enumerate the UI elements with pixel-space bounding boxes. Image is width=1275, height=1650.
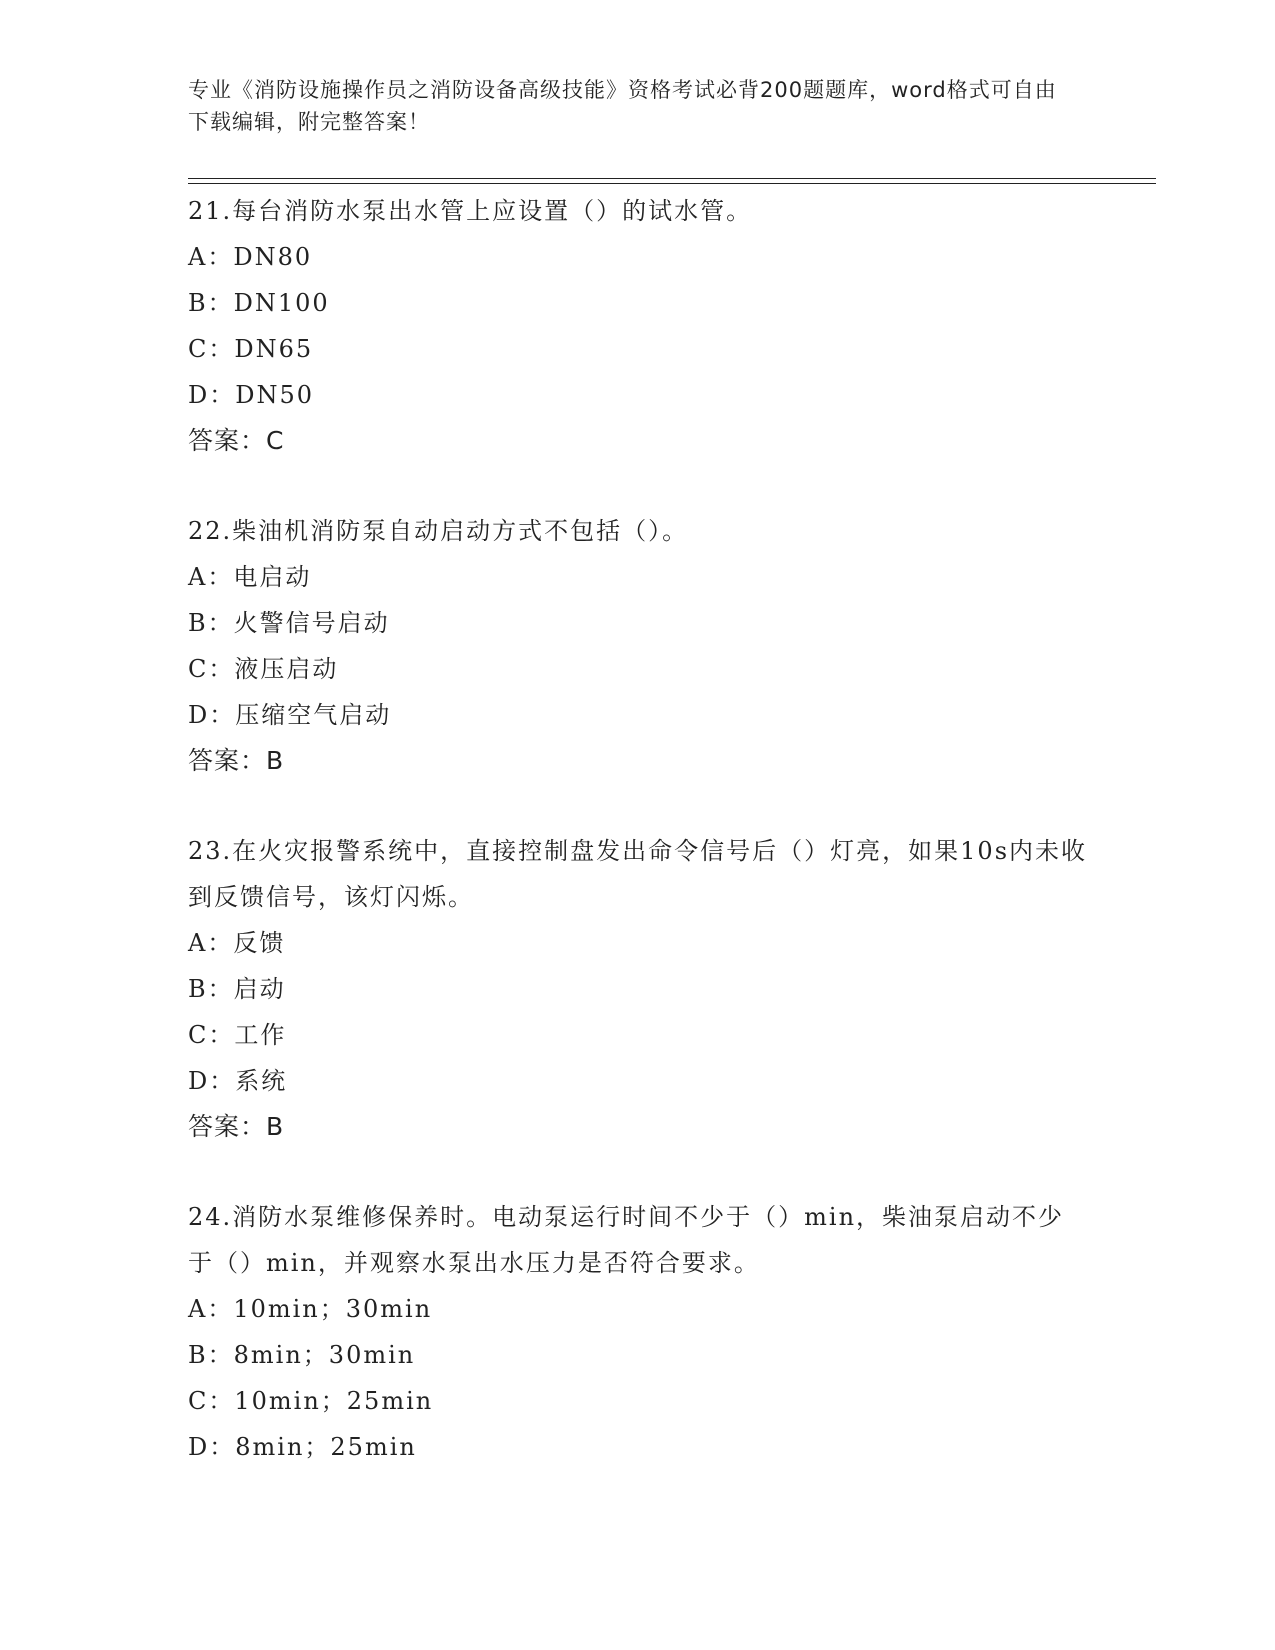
question-24 — [188, 1194, 1088, 1470]
option-a: A：DN80 — [188, 243, 313, 271]
option-b: B：DN100 — [188, 289, 330, 317]
option-c: C：工作 — [188, 1021, 287, 1049]
option-d: D：DN50 — [188, 381, 315, 409]
answer: 答案：B — [188, 1112, 285, 1141]
answer: 答案：C — [188, 426, 285, 455]
question-stem: 23.在火灾报警系统中，直接控制盘发出命令信号后（）灯亮，如果10s内未收到反馈信号，该灯闪烁。 — [188, 837, 1088, 911]
option-b: B：启动 — [188, 975, 286, 1003]
option-c: C：液压启动 — [188, 655, 339, 683]
option-a: A：电启动 — [188, 563, 312, 591]
question-stem: 21.每台消防水泵出水管上应设置（）的试水管。 — [188, 197, 753, 225]
option-d: D：压缩空气启动 — [188, 701, 392, 729]
option-a: A：反馈 — [188, 929, 286, 957]
option-d: D：系统 — [188, 1067, 288, 1095]
option-a: A：10min；30min — [188, 1295, 433, 1323]
option-c: C：DN65 — [188, 335, 314, 363]
option-b: B：火警信号启动 — [188, 609, 390, 637]
header-divider-bottom — [188, 183, 1156, 184]
option-b: B：8min；30min — [188, 1341, 416, 1369]
question-23 — [188, 828, 1088, 1150]
answer: 答案：B — [188, 746, 285, 775]
option-c: C：10min；25min — [188, 1387, 434, 1415]
question-21 — [188, 188, 1088, 464]
header-divider-top — [188, 178, 1156, 179]
option-d: D：8min；25min — [188, 1433, 417, 1461]
question-22 — [188, 508, 1088, 784]
document-intro: 专业《消防设施操作员之消防设备高级技能》资格考试必背200题题库，word格式可自由下载编辑，附完整答案！ — [188, 78, 1057, 134]
question-stem: 22.柴油机消防泵自动启动方式不包括（）。 — [188, 517, 689, 545]
question-stem: 24.消防水泵维修保养时。电动泵运行时间不少于（）min，柴油泵启动不少于（）min，并观察水泵出水压力是否符合要求。 — [188, 1203, 1065, 1277]
